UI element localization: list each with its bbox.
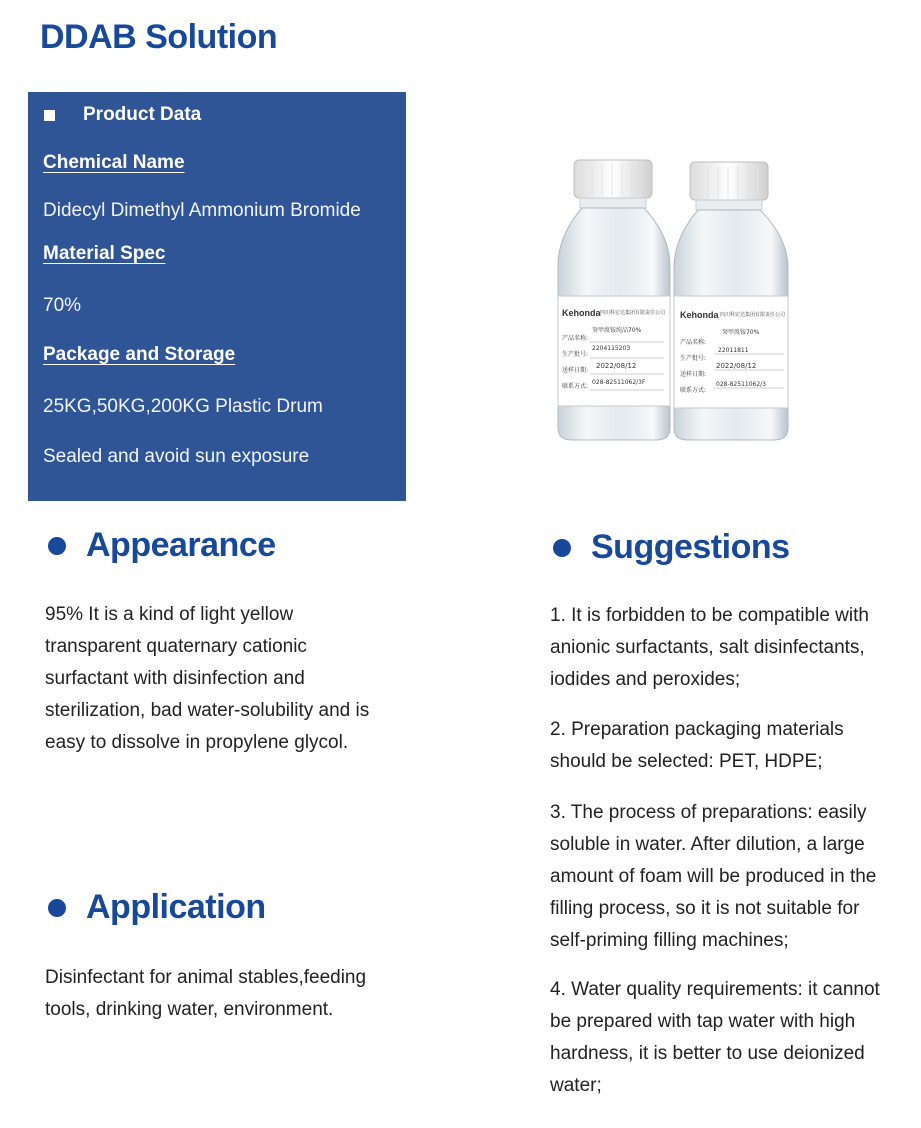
right-field-phone: 联系方式: — [680, 387, 707, 394]
suggestion-line: be prepared with tap water with high — [550, 1011, 856, 1032]
right-product-value: 癸甲溴铵70% — [722, 329, 760, 336]
appearance-line: easy to dissolve in propylene glycol. — [45, 732, 349, 753]
right-field-product: 产品名称: — [680, 339, 707, 346]
suggestion-line: 1. It is forbidden to be compatible with — [550, 605, 869, 626]
circle-bullet-icon — [553, 539, 571, 557]
storage-value: Sealed and avoid sun exposure — [43, 446, 310, 467]
left-bottle-brand: Kehonda — [562, 308, 601, 318]
application-line: Disinfectant for animal stables,feeding — [45, 967, 367, 988]
right-batch-value: 22011811 — [718, 347, 749, 354]
left-field-phone: 联系方式: — [562, 383, 589, 390]
suggestion-line: water; — [550, 1075, 602, 1096]
appearance-line: transparent quaternary cationic — [45, 636, 307, 657]
product-bottles-image — [552, 156, 792, 446]
suggestion-line: 3. The process of preparations: easily — [550, 802, 867, 823]
suggestions-heading-text: Suggestions — [591, 528, 790, 566]
chemical-name-label: Chemical Name — [43, 152, 185, 173]
suggestion-item-4 — [550, 974, 880, 1102]
left-field-product: 产品名称: — [562, 335, 589, 342]
product-data-heading-text: Product Data — [83, 104, 202, 125]
suggestion-line: 4. Water quality requirements: it cannot — [550, 979, 880, 1000]
left-product-value: 癸甲溴铵纯品70% — [592, 327, 642, 334]
appearance-line: sterilization, bad water-solubility and is — [45, 700, 370, 721]
chemical-name-value: Didecyl Dimethyl Ammonium Bromide — [43, 200, 361, 221]
appearance-line: surfactant with disinfection and — [45, 668, 305, 689]
appearance-line: 95% It is a kind of light yellow — [45, 604, 294, 625]
suggestion-item-1 — [550, 600, 869, 696]
package-value: 25KG,50KG,200KG Plastic Drum — [43, 396, 323, 417]
application-text — [45, 962, 366, 1026]
appearance-heading — [48, 526, 276, 565]
suggestion-line: soluble in water. After dilution, a large — [550, 834, 865, 855]
circle-bullet-icon — [48, 537, 66, 555]
suggestion-item-2 — [550, 714, 844, 778]
material-spec-label: Material Spec — [43, 243, 166, 264]
appearance-heading-text: Appearance — [86, 526, 276, 564]
suggestion-line: iodides and peroxides; — [550, 669, 741, 690]
circle-bullet-icon — [48, 899, 66, 917]
suggestion-line: should be selected: PET, HDPE; — [550, 751, 823, 772]
left-phone-value: 028-82511062/3F — [592, 379, 646, 386]
suggestion-line: anionic surfactants, salt disinfectants, — [550, 637, 865, 658]
left-bottle-company: 四川科宏达集团有限责任公司 — [600, 310, 666, 316]
right-field-batch: 生产批号: — [680, 355, 707, 362]
right-field-date: 送样日期: — [680, 371, 707, 378]
left-batch-value: 2204115203 — [592, 345, 631, 352]
left-field-date: 送样日期: — [562, 367, 589, 374]
suggestion-line: hardness, it is better to use deionized — [550, 1043, 865, 1064]
right-date-value: 2022/08/12 — [716, 362, 757, 370]
square-bullet-icon — [44, 110, 55, 121]
application-heading — [48, 888, 266, 927]
left-date-value: 2022/08/12 — [596, 362, 637, 370]
application-heading-text: Application — [86, 888, 266, 926]
left-field-batch: 生产批号: — [562, 351, 589, 358]
right-phone-value: 028-82511062/3 — [716, 381, 766, 388]
right-bottle-brand: Kehonda — [680, 310, 719, 320]
product-data-panel — [28, 92, 406, 501]
left-bottle — [558, 160, 670, 440]
package-storage-label: Package and Storage — [43, 344, 236, 365]
product-data-heading — [44, 104, 201, 126]
suggestion-line: 2. Preparation packaging materials — [550, 719, 844, 740]
page-title: DDAB Solution — [40, 18, 278, 56]
material-spec-value: 70% — [43, 295, 82, 316]
right-bottle-company: 四川科宏达集团有限责任公司 — [720, 312, 786, 318]
appearance-text — [45, 599, 369, 759]
bottles-illustration — [552, 156, 792, 446]
suggestions-heading — [553, 528, 790, 567]
suggestion-line: filling process, so it is not suitable for — [550, 898, 860, 919]
application-line: tools, drinking water, environment. — [45, 999, 334, 1020]
right-bottle — [674, 162, 788, 440]
suggestion-item-3 — [550, 797, 876, 957]
suggestion-line: self-priming filling machines; — [550, 930, 789, 951]
suggestion-line: amount of foam will be produced in the — [550, 866, 877, 887]
